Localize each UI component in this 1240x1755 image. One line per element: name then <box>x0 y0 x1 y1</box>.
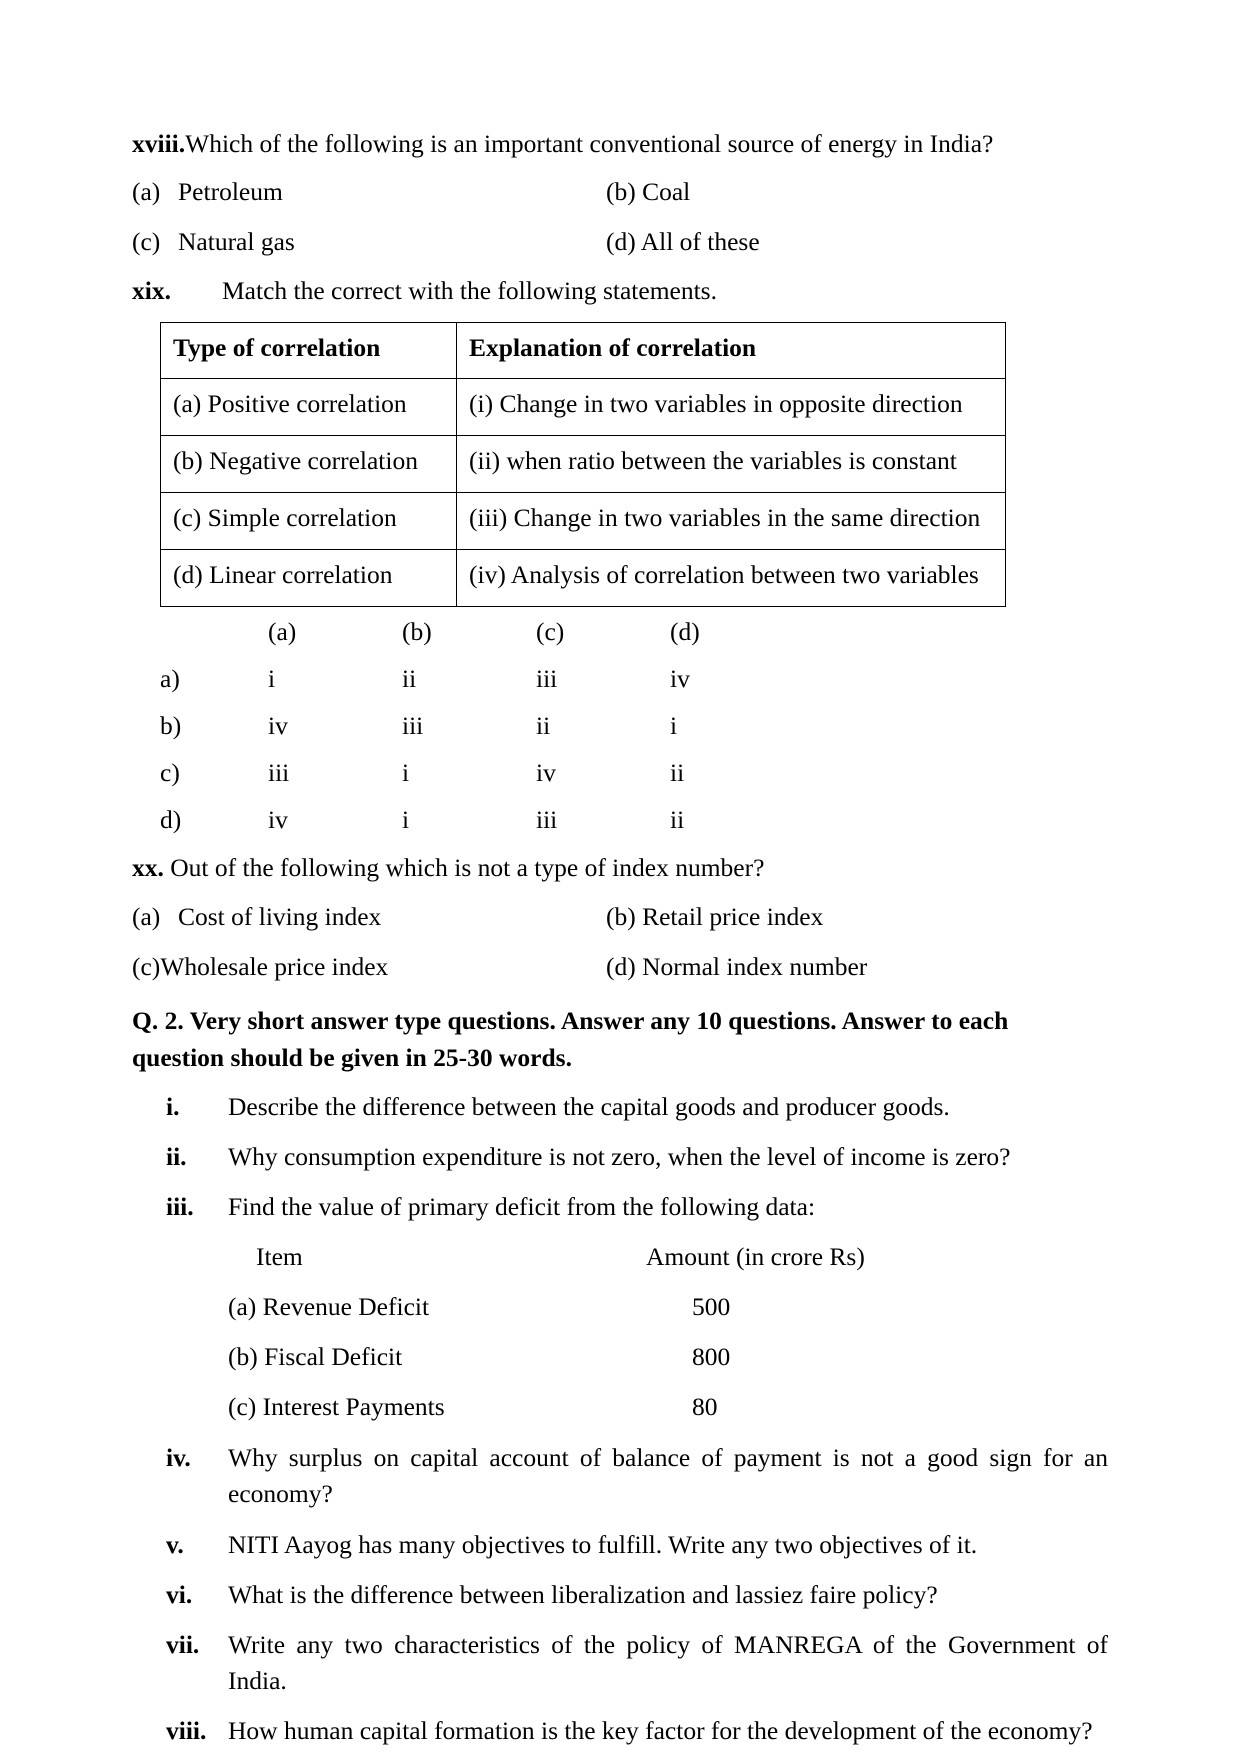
question-xviii-marker: xviii. <box>132 129 186 158</box>
table-cell-type: (b) Negative correlation <box>161 436 457 493</box>
question-2-item-viii <box>132 1713 1108 1749</box>
option-d-xviii-label: (d) <box>606 226 636 256</box>
primary-deficit-item-amount: 800 <box>692 1341 731 1371</box>
question-2-heading-line1: Q. 2. Very short answer type questions. Answer any 10 questions. Answer to each <box>132 1006 1009 1036</box>
option-d-xviii-text: All of these <box>640 226 760 256</box>
answer-matrix-option-a-value-b: ii <box>402 664 417 694</box>
question-2-item-vii-text: Write any two characteristics of the policy of MANREGA of the Government of India. <box>228 1629 1108 1696</box>
table-row <box>161 493 1006 550</box>
table-header-row <box>161 322 1006 379</box>
question-2-item-iii-marker: iii. <box>166 1192 194 1222</box>
answer-matrix-option-b-value-d: i <box>670 711 678 741</box>
answer-matrix-col-a: (a) <box>268 616 297 646</box>
option-a-xx-label: (a) <box>132 901 161 931</box>
primary-deficit-item-amount: 80 <box>692 1392 718 1421</box>
question-xx-stem: Out of the following which is not a type of index number? <box>170 852 765 882</box>
option-c-xviii-text: Natural gas <box>178 226 295 256</box>
question-2-item-iii <box>132 1189 1108 1225</box>
question-2-item-vi-text: What is the difference between liberalization and lassiez faire policy? <box>228 1579 938 1609</box>
question-2-item-vi <box>132 1577 1108 1613</box>
question-2-item-ii-marker: ii. <box>166 1142 187 1172</box>
question-2-item-viii-text: How human capital formation is the key factor for the development of the economy? <box>228 1716 1093 1746</box>
table-cell-type: (c) Simple correlation <box>161 493 457 550</box>
answer-matrix-corner <box>160 615 268 648</box>
question-xviii-stem: Which of the following is an important conventional source of energy in India? <box>185 129 994 158</box>
primary-deficit-header-row <box>228 1240 1108 1273</box>
option-c-xx[interactable] <box>132 950 606 983</box>
option-d-xx-label: (d) <box>606 951 636 981</box>
answer-matrix-option-b-value-c: ii <box>536 711 551 741</box>
table-cell-explanation: (iv) Analysis of correlation between two variables <box>457 550 1006 607</box>
table-row <box>161 436 1006 493</box>
primary-deficit-header-item: Item <box>256 1241 303 1271</box>
answer-matrix-option-b-value-a: iv <box>268 711 288 741</box>
question-xix-stem: Match the correct with the following statements. <box>222 275 717 305</box>
answer-matrix-option-a-value-c: iii <box>536 664 558 694</box>
question-2-item-i-text: Describe the difference between the capital goods and producer goods. <box>228 1091 950 1121</box>
option-c-xx-text: Wholesale price index <box>160 951 389 981</box>
option-a-xx[interactable] <box>132 900 606 933</box>
table-row <box>161 379 1006 436</box>
answer-matrix-option-c[interactable] <box>160 756 1108 789</box>
option-c-xviii[interactable] <box>132 225 606 258</box>
table-header-type: Type of correlation <box>161 322 457 379</box>
question-xx <box>132 851 1108 884</box>
answer-matrix-option-b[interactable] <box>160 709 1108 742</box>
question-2-item-vi-marker: vi. <box>166 1579 193 1609</box>
primary-deficit-row <box>228 1290 1108 1323</box>
answer-matrix-option-d-label: d) <box>160 805 182 835</box>
option-d-xx[interactable] <box>606 950 1108 983</box>
answer-matrix-option-c-value-b: i <box>402 758 410 788</box>
option-b-xviii[interactable] <box>606 175 1108 208</box>
table-cell-type: (d) Linear correlation <box>161 550 457 607</box>
option-a-xviii[interactable] <box>132 175 606 208</box>
primary-deficit-row <box>228 1390 1108 1423</box>
question-2-item-ii <box>132 1139 1108 1175</box>
answer-matrix-option-c-value-a: iii <box>268 758 290 788</box>
primary-deficit-item-label: (a) Revenue Deficit <box>228 1291 430 1321</box>
answer-matrix-option-c-value-c: iv <box>536 758 556 788</box>
question-xx-options-row-2 <box>132 950 1108 983</box>
answer-matrix-col-c: (c) <box>536 616 565 646</box>
question-2-item-iv <box>132 1440 1108 1512</box>
option-b-xviii-text: Coal <box>642 176 691 206</box>
answer-matrix-option-d-value-b: i <box>402 805 410 835</box>
primary-deficit-item-label: (c) Interest Payments <box>228 1392 445 1421</box>
option-c-xviii-label: (c) <box>132 226 161 256</box>
answer-matrix-option-a[interactable] <box>160 662 1108 695</box>
answer-matrix-option-a-value-d: iv <box>670 664 690 694</box>
answer-matrix <box>160 615 1108 837</box>
question-2-item-i-marker: i. <box>166 1091 180 1121</box>
option-a-xviii-label: (a) <box>132 176 161 206</box>
primary-deficit-item-amount: 500 <box>692 1291 731 1321</box>
answer-matrix-col-d: (d) <box>670 616 700 646</box>
option-a-xviii-text: Petroleum <box>178 176 283 206</box>
question-xix-marker: xix. <box>132 275 171 305</box>
primary-deficit-header-amount: Amount (in crore Rs) <box>646 1241 865 1271</box>
table-header-explanation: Explanation of correlation <box>457 322 1006 379</box>
option-d-xx-text: Normal index number <box>642 951 868 981</box>
option-b-xviii-label: (b) <box>606 176 636 206</box>
table-row <box>161 550 1006 607</box>
primary-deficit-table <box>132 1240 1108 1424</box>
question-xviii-options-row-2 <box>132 225 1108 258</box>
primary-deficit-item-label: (b) Fiscal Deficit <box>228 1341 403 1371</box>
question-2-item-v-marker: v. <box>166 1529 184 1559</box>
question-2-item-ii-text: Why consumption expenditure is not zero, when the level of income is zero? <box>228 1142 1011 1172</box>
option-a-xx-text: Cost of living index <box>178 901 382 931</box>
question-2-item-i <box>132 1089 1108 1125</box>
table-cell-explanation: (i) Change in two variables in opposite direction <box>457 379 1006 436</box>
answer-matrix-option-b-value-b: iii <box>402 711 424 741</box>
question-2-item-iv-marker: iv. <box>166 1443 191 1473</box>
option-b-xx[interactable] <box>606 900 1108 933</box>
answer-matrix-option-d-value-d: ii <box>670 805 685 835</box>
answer-matrix-col-b: (b) <box>402 616 432 646</box>
answer-matrix-option-d-value-a: iv <box>268 805 288 835</box>
answer-matrix-option-c-label: c) <box>160 758 180 788</box>
question-2-item-vii <box>132 1627 1108 1699</box>
question-xix <box>132 275 1108 308</box>
question-2-item-iii-text: Find the value of primary deficit from the following data: <box>228 1192 816 1222</box>
option-b-xx-label: (b) <box>606 901 636 931</box>
answer-matrix-option-d-value-c: iii <box>536 805 558 835</box>
question-2-items <box>132 1089 1108 1750</box>
option-b-xx-text: Retail price index <box>642 901 824 931</box>
question-2-heading-line2: question should be given in 25-30 words. <box>132 1043 572 1072</box>
question-xviii-options-row-1 <box>132 175 1108 208</box>
question-2-item-viii-marker: viii. <box>166 1716 207 1746</box>
question-2-item-vii-marker: vii. <box>166 1629 200 1659</box>
table-cell-explanation: (iii) Change in two variables in the same direction <box>457 493 1006 550</box>
primary-deficit-row <box>228 1340 1108 1373</box>
question-xviii <box>132 128 1108 161</box>
table-cell-explanation: (ii) when ratio between the variables is constant <box>457 436 1006 493</box>
option-c-xx-label: (c) <box>132 951 161 981</box>
answer-matrix-header-row <box>160 615 1108 648</box>
option-d-xviii[interactable] <box>606 225 1108 258</box>
answer-matrix-option-a-label: a) <box>160 664 180 694</box>
answer-matrix-option-a-value-a: i <box>268 664 276 694</box>
correlation-match-table <box>160 322 1006 607</box>
question-2-item-v <box>132 1527 1108 1563</box>
answer-matrix-option-d[interactable] <box>160 803 1108 836</box>
answer-matrix-option-b-label: b) <box>160 711 182 741</box>
question-2-item-v-text: NITI Aayog has many objectives to fulfill. Write any two objectives of it. <box>228 1529 978 1559</box>
answer-matrix-option-c-value-d: ii <box>670 758 685 788</box>
question-2-item-iv-text: Why surplus on capital account of balance of payment is not a good sign for an economy? <box>228 1443 1108 1509</box>
table-cell-type: (a) Positive correlation <box>161 379 457 436</box>
question-2-heading <box>132 1003 1108 1077</box>
question-xx-options-row-1 <box>132 900 1108 933</box>
question-xx-marker: xx. <box>132 852 164 882</box>
